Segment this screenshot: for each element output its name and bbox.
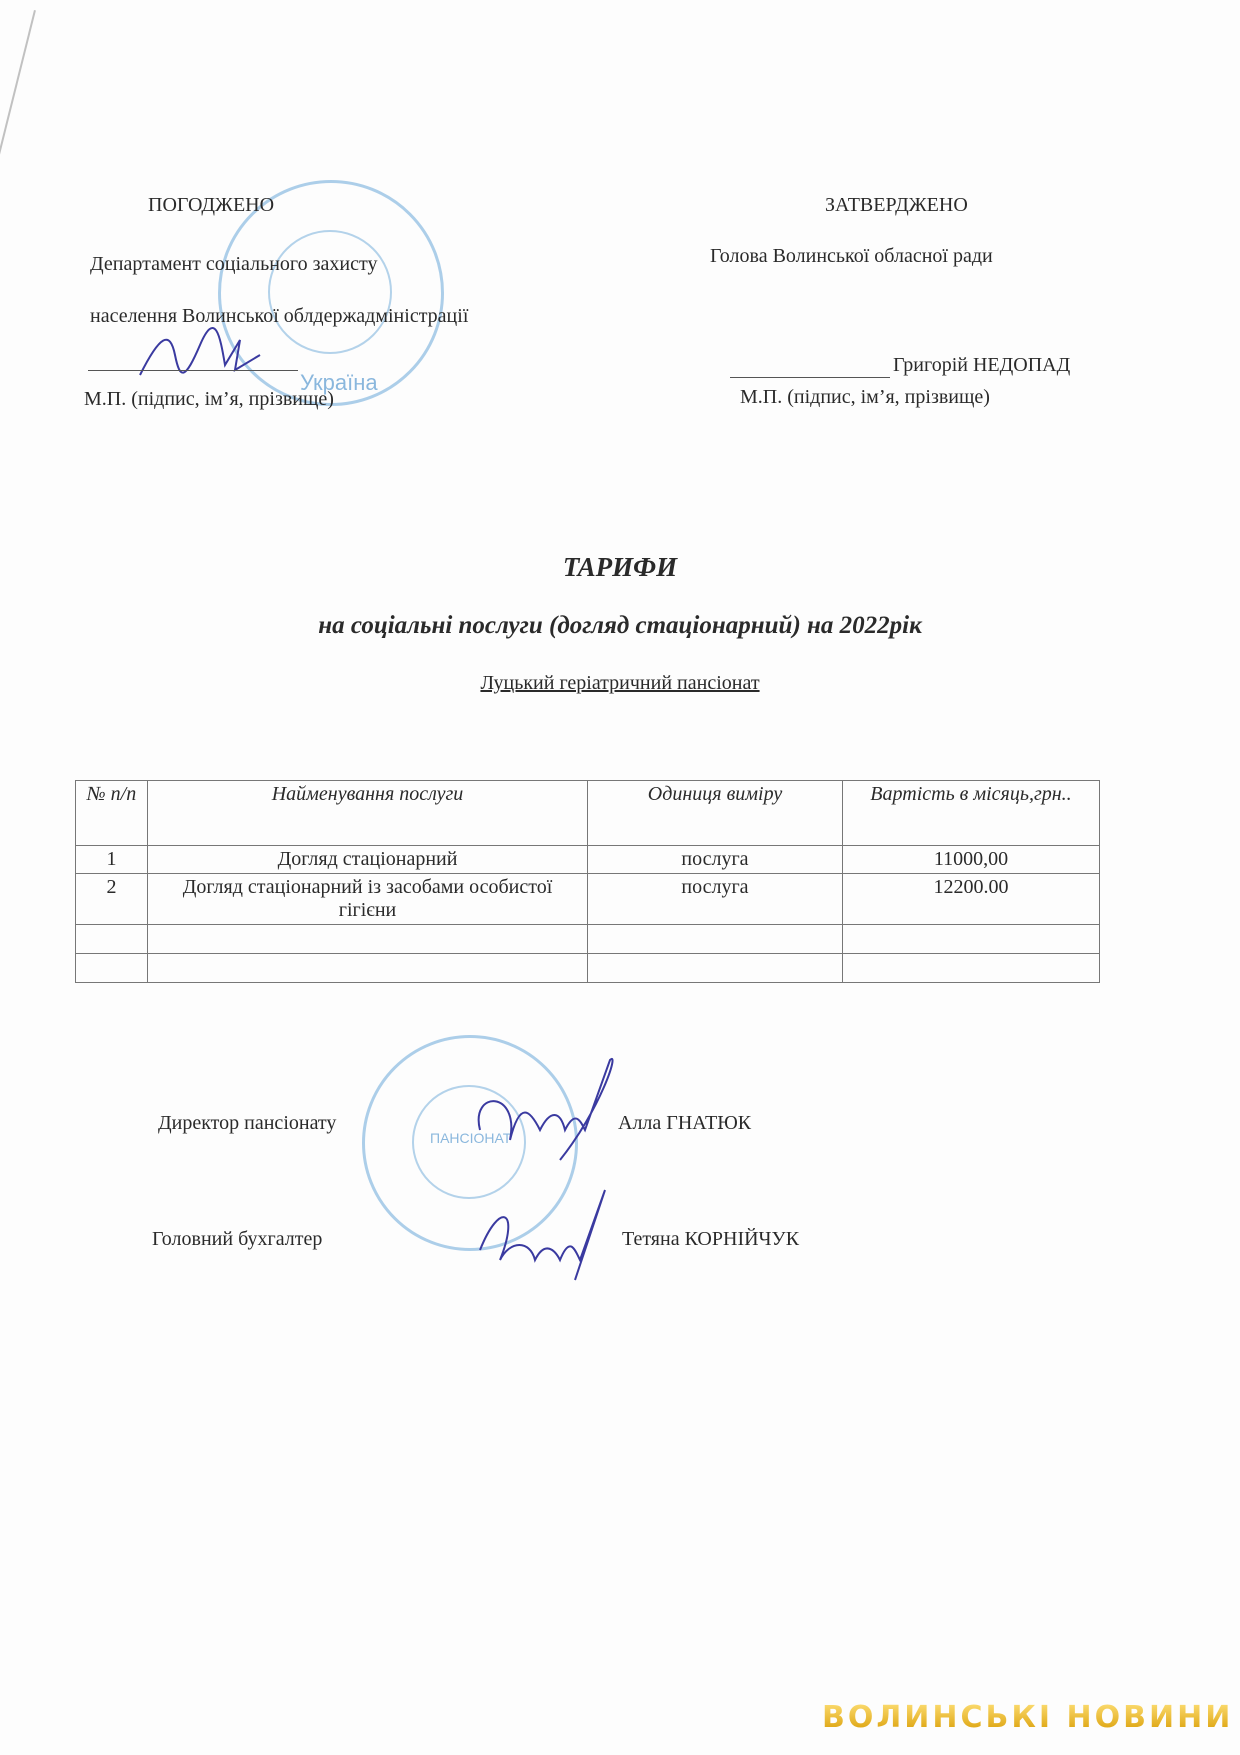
- table-row-empty: [76, 954, 1100, 983]
- director-name: Алла ГНАТЮК: [618, 1112, 752, 1134]
- director-signature: [460, 1050, 630, 1170]
- stamp-bottom-text: ПАНСІОНАТ: [430, 1130, 512, 1146]
- row-num: 2: [76, 874, 148, 925]
- document-subtitle: на соціальні послуги (догляд стаціонарний) на 2022рік: [318, 612, 922, 639]
- row-num: 1: [76, 846, 148, 874]
- right-heading: ЗАТВЕРДЖЕНО: [825, 194, 968, 216]
- left-line2: населення Волинської облдержадміністрації: [90, 305, 469, 327]
- row-price: 12200.00: [843, 874, 1100, 925]
- right-line1: Голова Волинської обласної ради: [710, 245, 993, 267]
- left-heading: ПОГОДЖЕНО: [148, 194, 275, 216]
- header-unit: Одиниця виміру: [588, 781, 843, 846]
- row-name: Догляд стаціонарний: [148, 846, 588, 874]
- left-signature-line: [88, 370, 298, 371]
- row-unit: послуга: [588, 874, 843, 925]
- header-price: Вартість в місяць,грн..: [843, 781, 1100, 846]
- director-role: Директор пансіонату: [158, 1112, 337, 1134]
- accountant-signature: [460, 1180, 620, 1290]
- watermark-logo: ВОЛИНСЬКІ НОВИНИ: [822, 1700, 1234, 1735]
- right-caption: М.П. (підпис, ім’я, прізвище): [740, 386, 990, 408]
- document-title: ТАРИФИ: [562, 552, 678, 582]
- header-name: Найменування послуги: [148, 781, 588, 846]
- accountant-name: Тетяна КОРНІЙЧУК: [622, 1228, 800, 1250]
- institution-name: Луцький геріатричний пансіонат: [480, 672, 760, 694]
- stamp-left-inner: [268, 230, 392, 354]
- left-signature: [130, 325, 280, 385]
- table-row: [76, 846, 1100, 874]
- scan-artifact: [0, 10, 36, 234]
- accountant-role: Головний бухгалтер: [152, 1228, 323, 1250]
- tariffs-table: [75, 780, 1100, 983]
- right-signer: Григорій НЕДОПАД: [893, 354, 1071, 376]
- left-line1: Департамент соціального захисту: [90, 253, 378, 275]
- stamp-left-text: Україна: [300, 370, 378, 395]
- row-unit: послуга: [588, 846, 843, 874]
- table-row-empty: [76, 925, 1100, 954]
- table-row: [76, 874, 1100, 925]
- row-price: 11000,00: [843, 846, 1100, 874]
- table-header-row: [76, 781, 1100, 846]
- right-signature-line: [730, 377, 890, 378]
- header-num: № п/п: [76, 781, 148, 846]
- left-caption: М.П. (підпис, ім’я, прізвище): [84, 388, 334, 410]
- row-name: Догляд стаціонарний із засобами особистої гігієни: [148, 874, 588, 925]
